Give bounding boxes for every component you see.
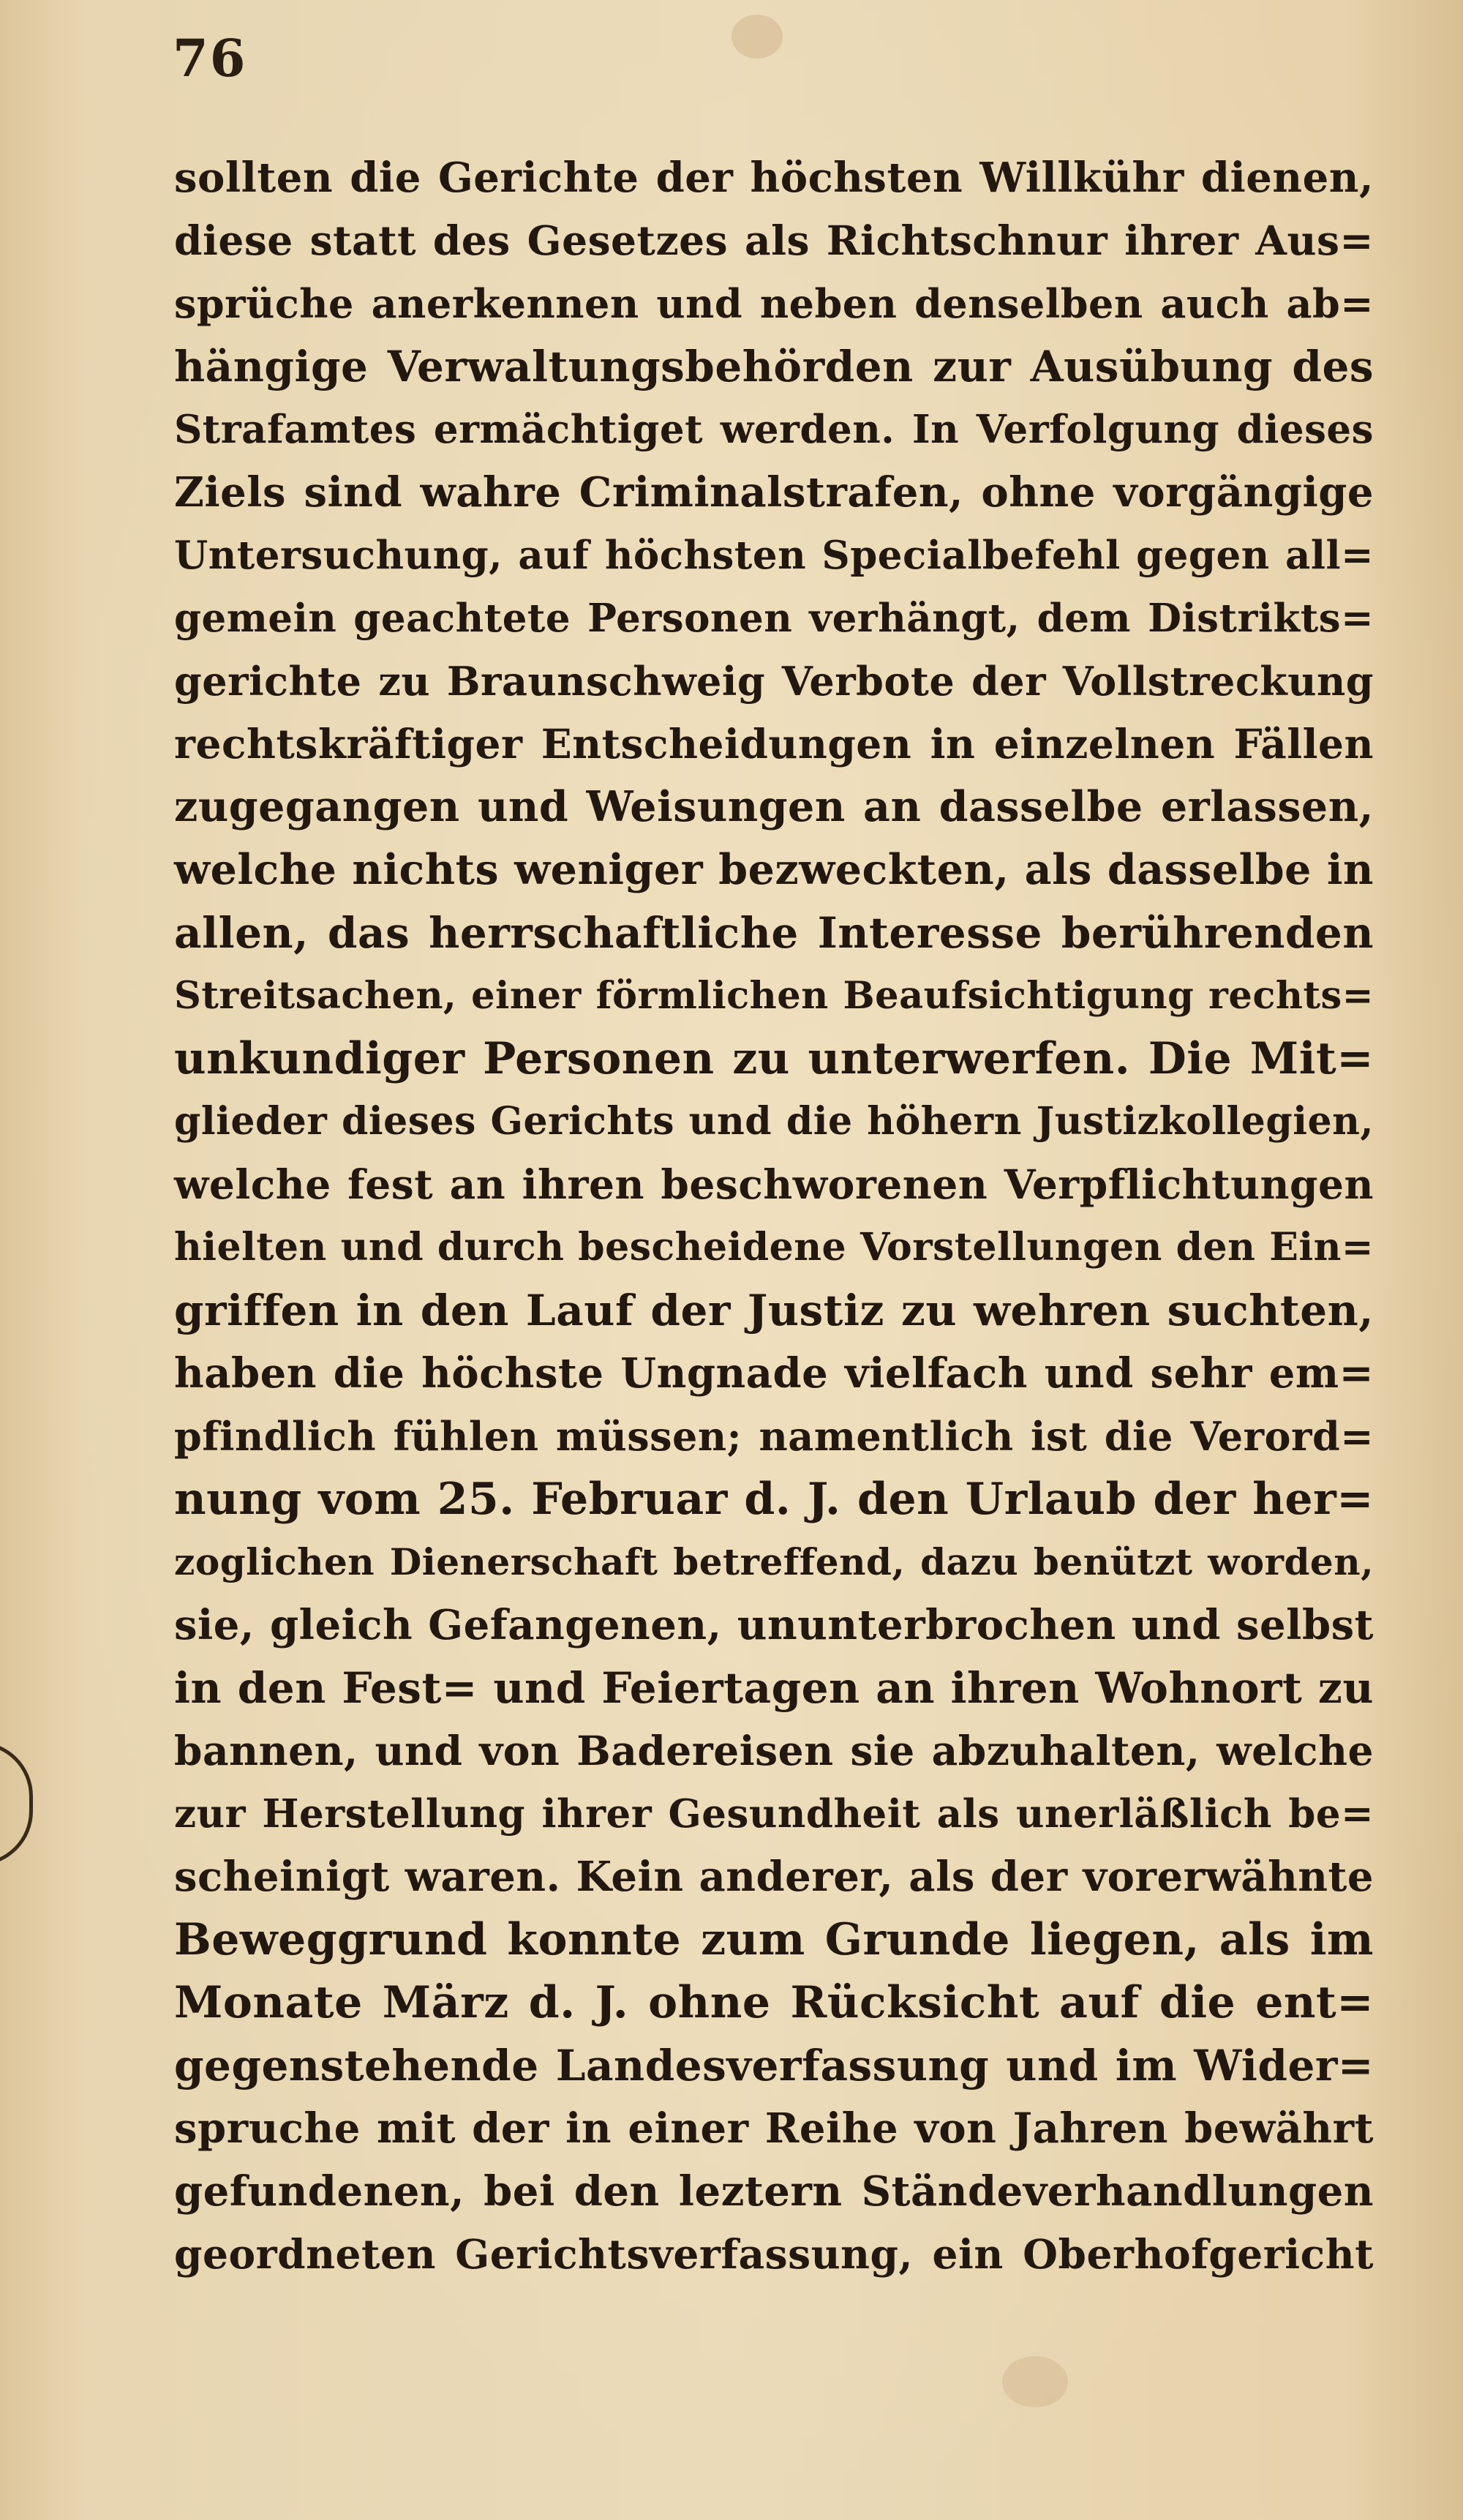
text-line: gegenstehende Landesverfassung und im Wider= (174, 2041, 1374, 2090)
text-line: zugegangen und Weisungen an dasselbe erlassen, (174, 782, 1374, 831)
paper-stain (732, 15, 783, 59)
text-line: hielten und durch bescheidene Vorstellungen den Ein= (174, 1225, 1374, 1270)
text-line: nung vom 25. Februar d. J. den Urlaub der her= (174, 1474, 1374, 1525)
text-line: glieder dieses Gerichts und die höhern Justizkollegien, (174, 1099, 1374, 1144)
text-line: in den Fest= und Feiertagen an ihren Wohnort zu (174, 1663, 1374, 1713)
text-line: hängige Verwaltungsbehörden zur Ausübung des (174, 342, 1374, 391)
text-line: sprüche anerkennen und neben denselben auch ab= (174, 280, 1374, 327)
text-line: Strafamtes ermächtiget werden. In Verfolgung dieses (174, 407, 1374, 452)
text-line: zoglichen Dienerschaft betreffend, dazu benützt worden, (174, 1540, 1374, 1583)
text-line: sollten die Gerichte der höchsten Willkühr dienen, (174, 154, 1374, 202)
text-line: haben die höchste Ungnade vielfach und sehr em= (174, 1349, 1374, 1398)
text-line: gefundenen, bei den leztern Ständeverhandlungen (174, 2167, 1374, 2216)
text-line: Untersuchung, auf höchsten Specialbefehl gegen all= (174, 533, 1374, 578)
text-line: sie, gleich Gefangenen, ununterbrochen und selbst (174, 1601, 1374, 1649)
text-line: pfindlich fühlen müssen; namentlich ist die Verord= (174, 1413, 1374, 1460)
text-line: allen, das herrschaftliche Interesse berührenden (174, 908, 1374, 958)
text-line: unkundiger Personen zu unterwerfen. Die Mit= (174, 1033, 1374, 1084)
binding-mark (0, 1741, 33, 1866)
text-line: griffen in den Lauf der Justiz zu wehren suchten, (174, 1286, 1374, 1335)
text-line: spruche mit der in einer Reihe von Jahren bewährt (174, 2104, 1374, 2153)
text-line: gerichte zu Braunschweig Verbote der Vollstreckung (174, 658, 1374, 705)
text-line: geordneten Gerichtsverfassung, ein Oberhofgericht (174, 2230, 1374, 2278)
text-line: diese statt des Gesetzes als Richtschnur ihrer Aus= (174, 217, 1374, 264)
text-line: scheinigt waren. Kein anderer, als der vorerwähnte (174, 1853, 1374, 1901)
text-line: bannen, und von Badereisen sie abzuhalten, welche (174, 1727, 1374, 1774)
text-line: Ziels sind wahre Criminalstrafen, ohne vorgängige (174, 468, 1374, 517)
text-line: gemein geachtete Personen verhängt, dem Distrikts= (174, 596, 1374, 641)
text-line: welche nichts weniger bezweckten, als dasselbe in (174, 845, 1374, 894)
body-text (174, 146, 1374, 2286)
text-line: zur Herstellung ihrer Gesundheit als unerläßlich be= (174, 1791, 1374, 1837)
text-line: Monate März d. J. ohne Rücksicht auf die ent= (174, 1977, 1374, 2028)
paper-stain (1002, 2356, 1068, 2407)
text-line: Streitsachen, einer förmlichen Beaufsichtigung rechts= (174, 974, 1374, 1018)
text-line: rechtskräftiger Entscheidungen in einzelnen Fällen (174, 720, 1374, 768)
text-line: welche fest an ihren beschworenen Verpflichtungen (174, 1160, 1374, 1208)
text-line: Beweggrund konnte zum Grunde liegen, als im (174, 1914, 1374, 1965)
page-number: 76 (173, 28, 247, 89)
